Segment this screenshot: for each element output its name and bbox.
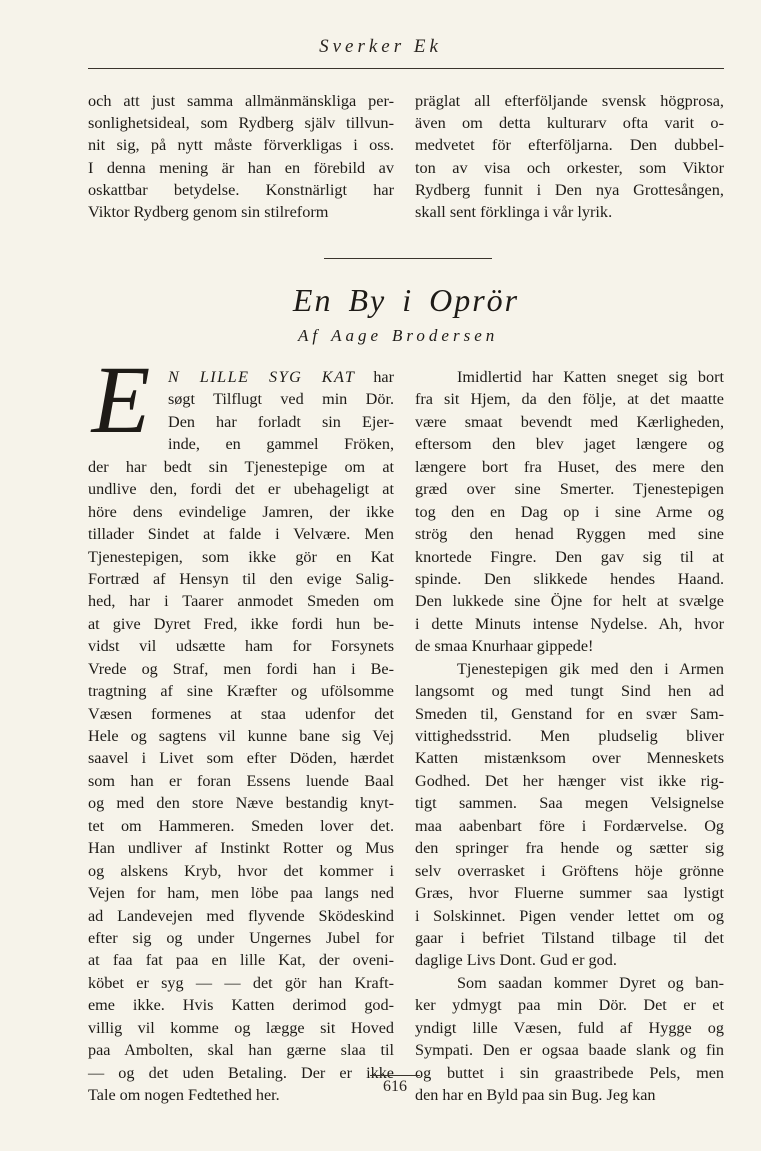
text-line: tillader Sindet at falde i Velvære. Men (88, 525, 394, 544)
text-line: ton av visa och orkester, som Viktor (415, 157, 724, 177)
text-line: der har bedt sin Tjenestepige om at (88, 457, 394, 476)
text-line: og med den store Næve bestandig knyt- (88, 794, 394, 813)
text-line: paa Ambolten, skal han gærne slaa til (88, 1041, 394, 1060)
text-line: tog den en Dag op i sine Arme og (415, 502, 724, 521)
text-line: eme ikke. Hvis Katten derimod god- (88, 996, 394, 1015)
opening-caps: N LILLE SYG KAT (168, 368, 356, 386)
text-line: villig vil komme og lægge sit Hoved (88, 1018, 394, 1037)
text-line: og alskens Kryb, hvor det kommer i (88, 861, 394, 880)
text-line: at give Dyret Fred, ikke fordi hun be- (88, 614, 394, 633)
title-word: En (292, 282, 333, 318)
page-number: 616 (370, 1075, 420, 1096)
text-line: ker ydmygt paa min Dör. Det er et (415, 996, 724, 1015)
text-line: græd over sine Smerter. Tjenestepigen (415, 480, 724, 499)
text-line: Katten mistænksom over Menneskets (415, 749, 724, 768)
text-line: tragtning af sine Kræfter og ufölsomme (88, 682, 394, 701)
byline-word: Brodersen (392, 326, 499, 345)
previous-article-right-column (415, 90, 724, 223)
text-fragment: har (355, 368, 394, 386)
article-title (0, 282, 761, 319)
title-word: By (348, 282, 387, 318)
previous-article-left-column (88, 90, 394, 223)
text-line: Tjenestepigen, som ikke gör en Kat (88, 547, 394, 566)
text-line: den har en Byld paa sin Bug. Jeg kan (415, 1086, 656, 1104)
text-line: Vrede og Straf, men fordi han i Be- (88, 659, 394, 678)
text-line: vidst vil udsætte ham for Forsynets (88, 637, 394, 656)
text-line: även om detta kulturarv ofta varit o- (415, 113, 724, 133)
text-line: Fortræd af Hensyn til den evige Salig- (88, 569, 394, 588)
text-line: I denna mening är han en förebild av (88, 157, 394, 177)
article-right-column (415, 366, 724, 1106)
byline (298, 326, 538, 346)
text-line: Hele og sagtens vil kunne bane sig Vej (88, 727, 394, 745)
text-line: Vejen for ham, men löbe paa langs ned (88, 884, 394, 903)
text-line (168, 366, 394, 388)
text-line: efter sig og under Ungernes Jubel for (88, 928, 394, 947)
text-line: tigt sammen. Saa megen Velsignelse (415, 794, 724, 813)
text-line: eftersom den blev jaget længere og (415, 435, 724, 454)
text-line: Græs, hvor Fluerne summer saa lystigt (415, 884, 724, 903)
text-line: präglat all efterföljande svensk högprosa, (415, 91, 724, 110)
title-word: i (402, 282, 414, 318)
text-line: inde, en gammel Fröken, (168, 435, 394, 454)
article-separator-rule (324, 258, 492, 259)
text-line: fra sit Hjem, da den följe, at det maatte (415, 390, 724, 409)
header-rule (88, 68, 724, 69)
text-line: Væsen formenes at staa udenfor det (88, 704, 394, 723)
text-line: undlive den, fordi det er ubehageligt at (88, 480, 394, 499)
byline-word: Aage (331, 326, 383, 345)
text-line: hed, har i Taarer anmodet Smeden om (88, 592, 394, 611)
text-line: Smeden til, Genstand for en svær Sam- (415, 704, 724, 723)
text-line: gaar i befriet Tilstand tilbage til det (415, 928, 724, 947)
article-left-column (88, 366, 394, 1106)
text-line: spinde. Den slikkede hendes Haand. (415, 569, 724, 588)
text-line: sonlighetsideal, som Rydberg själv tillvun- (88, 113, 394, 133)
text-line: köbet er syg — — det gör han Kraft- (88, 973, 394, 992)
text-line: saavel i Livet som efter Döden, hærdet (88, 749, 394, 768)
drop-cap: E (91, 346, 151, 453)
text-line: Sympati. Den er ogsaa baade slank og fin (415, 1041, 724, 1060)
text-line: Den lukkede sine Öjne for helt at svælge (415, 592, 724, 611)
text-line: vittighedsstrid. Men pludselig bliver (415, 727, 724, 745)
text-line: som han er foran Essens luende Baal (88, 771, 394, 790)
text-line: yndigt lille Væsen, fuld af Hygge og (415, 1018, 724, 1037)
text-line: medvetet för efterföljarna. Den dubbel- (415, 135, 724, 155)
text-line: og buttet i sin graastribede Pels, men (415, 1063, 724, 1082)
text-line: Viktor Rydberg genom sin stilreform (88, 201, 329, 221)
text-line: de smaa Knurhaar gippede! (415, 637, 594, 656)
text-line: oskattbar betydelse. Konstnärligt har (88, 179, 394, 199)
text-line: langsomt og med tungt Sind hen ad (415, 682, 724, 701)
text-line: tet om Hammeren. Smeden lover det. (88, 816, 394, 835)
text-line: søgt Tilflugt ved min Dör. (168, 390, 394, 409)
text-line: nit sig, på nytt måste förverkligas i oss. (88, 135, 394, 155)
byline-word: Af (298, 326, 322, 345)
text-line: den springer fra hende og sætter sig (415, 839, 724, 858)
text-line: knortede Fingre. Den gav sig til at (415, 547, 724, 566)
text-line: ad Landevejen med flyvende Sködeskind (88, 906, 394, 925)
text-line: i Solskinnet. Pigen vender lettet om og (415, 906, 724, 925)
text-line: — og det uden Betaling. Der er ikke (88, 1063, 394, 1082)
title-word: Oprör (429, 282, 520, 318)
text-line: skall sent förklinga i vår lyrik. (415, 201, 613, 221)
text-line: Rydberg funnit i Den nya Grottesången, (415, 179, 724, 199)
text-line: Som saadan kommer Dyret og ban- (457, 973, 724, 992)
text-line: Han undliver af Instinkt Rotter og Mus (88, 839, 394, 858)
text-line: at faa fat paa en lille Kat, der oveni- (88, 951, 394, 970)
text-line: maa aabenbart före i Fordærvelse. Og (415, 816, 724, 835)
text-line: Den har forladt sin Ejer- (168, 412, 394, 431)
text-line: i dette Minuts intense Nydelse. Ah, hvor (415, 614, 724, 633)
running-head: Sverker Ek (319, 36, 442, 57)
text-line: och att just samma allmänmänskliga per- (88, 91, 394, 110)
text-line: Tjenestepigen gik med den i Armen (457, 659, 724, 678)
text-line: selv overrasket i Gröftens höje grönne (415, 861, 724, 880)
text-line: daglige Livs Dont. Gud er god. (415, 951, 617, 970)
text-line: strög den henad Ryggen med sine (415, 525, 724, 544)
text-line: höre dens evindelige Jamren, der ikke (88, 502, 394, 521)
text-line: Imidlertid har Katten sneget sig bort (457, 368, 724, 386)
text-line: Godhed. Det her hænger vist ikke rig- (415, 771, 724, 790)
text-line: længere bort fra Huset, des mere den (415, 457, 724, 476)
text-line: Tale om nogen Fedtethed her. (88, 1086, 280, 1104)
text-line: være smaat bevendt med Kærligheden, (415, 412, 724, 431)
